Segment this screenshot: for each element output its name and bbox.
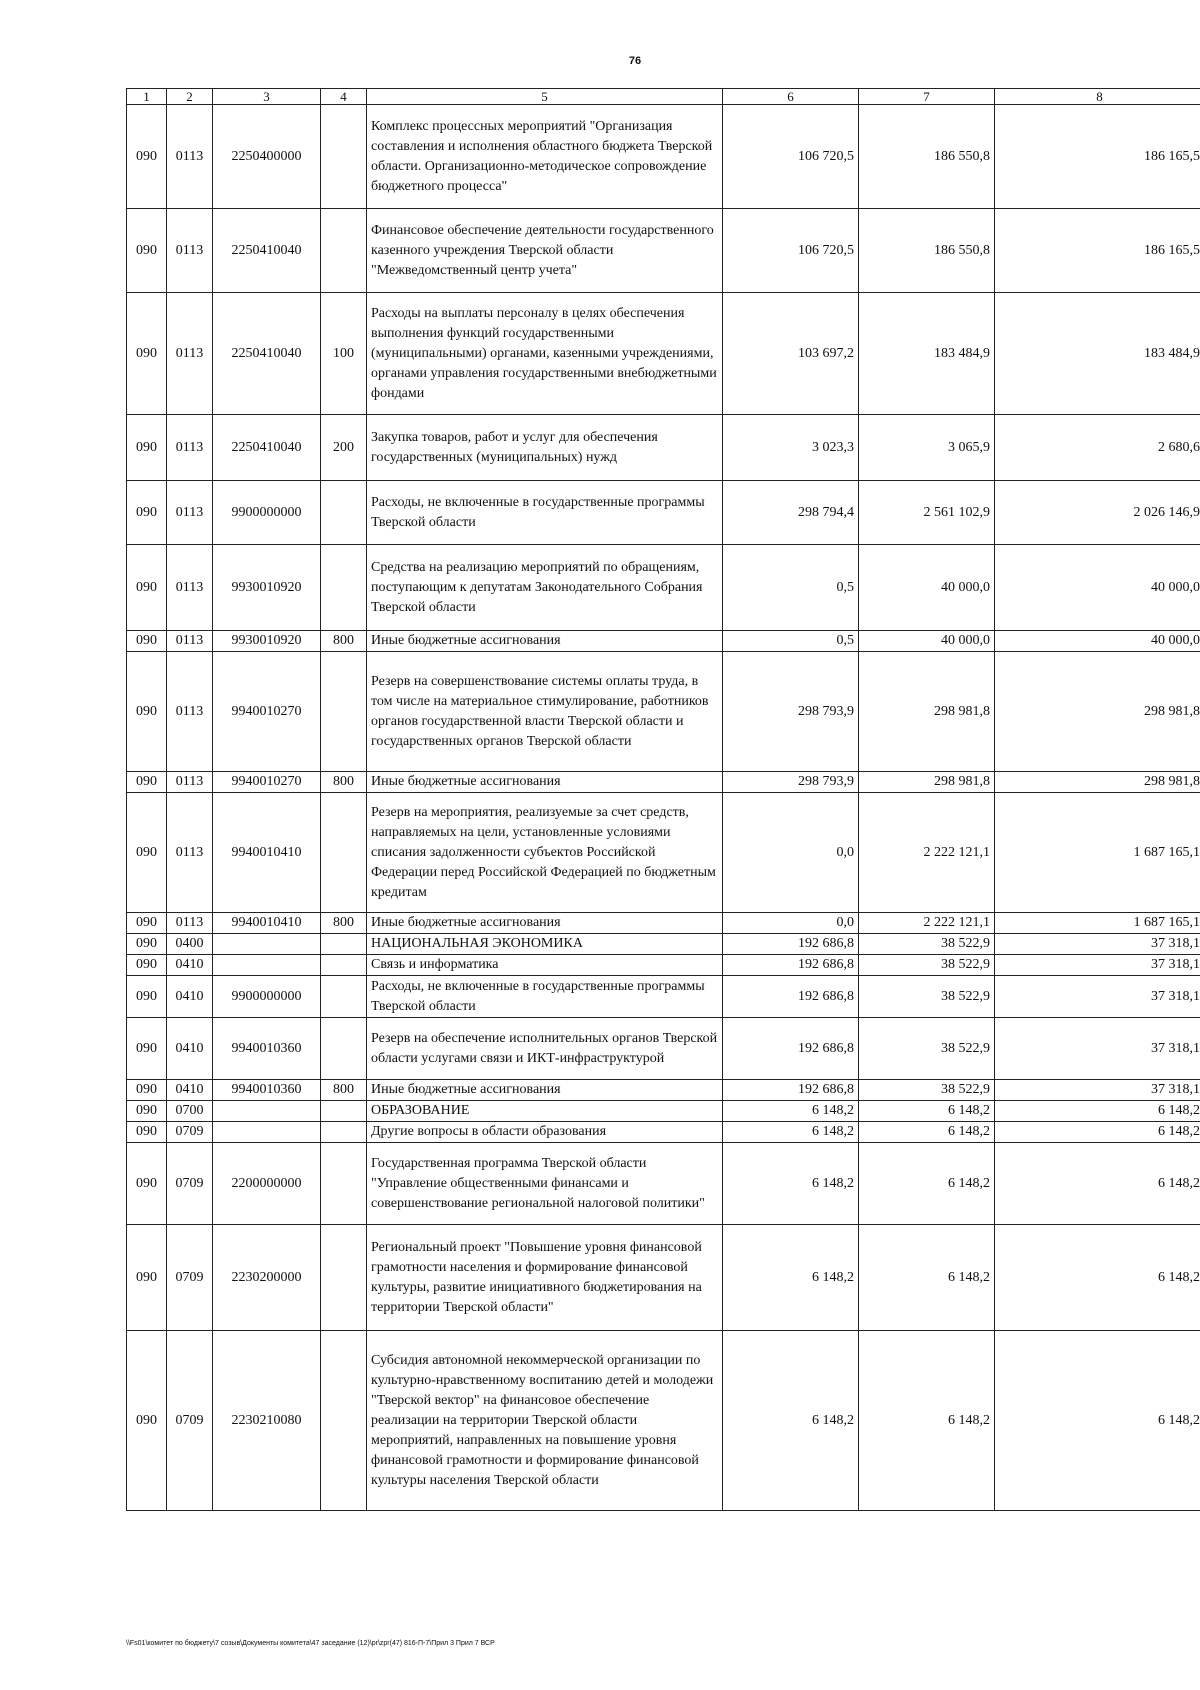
cell-section-code: 0113: [167, 209, 213, 293]
cell-amount-year2: 38 522,9: [859, 976, 995, 1018]
cell-amount-year1: 192 686,8: [723, 1080, 859, 1101]
cell-amount-year1: 0,0: [723, 793, 859, 913]
cell-target-article: 2250410040: [213, 415, 321, 481]
cell-admin-code: 090: [127, 1143, 167, 1225]
cell-section-code: 0709: [167, 1225, 213, 1331]
cell-target-article: 2250410040: [213, 293, 321, 415]
header-cell: 3: [213, 89, 321, 105]
cell-expense-type: [321, 545, 367, 631]
cell-admin-code: 090: [127, 1331, 167, 1511]
cell-section-code: 0113: [167, 293, 213, 415]
cell-amount-year2: 38 522,9: [859, 1018, 995, 1080]
cell-target-article: [213, 934, 321, 955]
cell-section-code: 0113: [167, 652, 213, 772]
cell-amount-year2: 38 522,9: [859, 955, 995, 976]
header-row: [127, 89, 1200, 105]
cell-admin-code: 090: [127, 772, 167, 793]
cell-admin-code: 090: [127, 652, 167, 772]
table-row: [127, 955, 1200, 976]
header-cell: 1: [127, 89, 167, 105]
cell-expense-type: 800: [321, 913, 367, 934]
table-row: [127, 913, 1200, 934]
table-row: [127, 1225, 1200, 1331]
cell-expense-type: [321, 209, 367, 293]
cell-admin-code: 090: [127, 1225, 167, 1331]
cell-description: Другие вопросы в области образования: [367, 1122, 723, 1143]
cell-description: Государственная программа Тверской области "Управление общественными финансами и совершенствование региональной налоговой политики": [367, 1143, 723, 1225]
cell-section-code: 0410: [167, 1018, 213, 1080]
cell-expense-type: 800: [321, 1080, 367, 1101]
cell-amount-year3: 40 000,0: [995, 545, 1200, 631]
cell-section-code: 0113: [167, 913, 213, 934]
cell-description: Комплекс процессных мероприятий "Организация составления и исполнения областного бюджета Тверской области. Организационно-методическое сопровождение бюджетного процесса": [367, 105, 723, 209]
cell-amount-year3: 1 687 165,1: [995, 913, 1200, 934]
cell-description: Расходы на выплаты персоналу в целях обеспечения выполнения функций государственными (муниципальными) органами, казенными учреждениями, органами управления государственными внебюджетными фондами: [367, 293, 723, 415]
cell-amount-year3: 186 165,5: [995, 209, 1200, 293]
cell-admin-code: 090: [127, 793, 167, 913]
cell-admin-code: 090: [127, 913, 167, 934]
table-row: [127, 415, 1200, 481]
cell-target-article: 9940010270: [213, 772, 321, 793]
cell-target-article: 2200000000: [213, 1143, 321, 1225]
cell-expense-type: [321, 934, 367, 955]
table-row: [127, 1143, 1200, 1225]
cell-description: ОБРАЗОВАНИЕ: [367, 1101, 723, 1122]
table-row: [127, 105, 1200, 209]
cell-section-code: 0113: [167, 415, 213, 481]
header-cell: 2: [167, 89, 213, 105]
cell-expense-type: [321, 955, 367, 976]
cell-amount-year1: 0,5: [723, 545, 859, 631]
cell-target-article: 9900000000: [213, 481, 321, 545]
cell-description: Связь и информатика: [367, 955, 723, 976]
cell-amount-year3: 6 148,2: [995, 1122, 1200, 1143]
cell-amount-year2: 6 148,2: [859, 1122, 995, 1143]
cell-expense-type: [321, 652, 367, 772]
cell-target-article: 9940010360: [213, 1080, 321, 1101]
cell-expense-type: 200: [321, 415, 367, 481]
cell-amount-year2: 38 522,9: [859, 934, 995, 955]
cell-amount-year2: 40 000,0: [859, 545, 995, 631]
file-path-footer: \\Fs01\комитет по бюджету\7 созыв\Документы комитета\47 заседание (12)\pr\zpr(47) 816-П-7\Прил 3 Прил 7 ВСР: [126, 1640, 495, 1647]
cell-amount-year2: 186 550,8: [859, 209, 995, 293]
cell-section-code: 0113: [167, 481, 213, 545]
header-cell: 8: [995, 89, 1200, 105]
cell-amount-year2: 3 065,9: [859, 415, 995, 481]
cell-amount-year3: 6 148,2: [995, 1101, 1200, 1122]
cell-amount-year2: 6 148,2: [859, 1143, 995, 1225]
cell-expense-type: 800: [321, 772, 367, 793]
cell-expense-type: [321, 1101, 367, 1122]
cell-target-article: [213, 955, 321, 976]
table-row: [127, 1080, 1200, 1101]
cell-amount-year3: 183 484,9: [995, 293, 1200, 415]
cell-amount-year3: 37 318,1: [995, 1018, 1200, 1080]
table-row: [127, 793, 1200, 913]
budget-table: [126, 88, 1200, 1511]
cell-section-code: 0113: [167, 772, 213, 793]
table-row: [127, 1101, 1200, 1122]
cell-description: Иные бюджетные ассигнования: [367, 631, 723, 652]
cell-amount-year1: 192 686,8: [723, 934, 859, 955]
cell-section-code: 0113: [167, 105, 213, 209]
cell-expense-type: 800: [321, 631, 367, 652]
cell-amount-year3: 6 148,2: [995, 1331, 1200, 1511]
cell-amount-year1: 298 793,9: [723, 772, 859, 793]
cell-amount-year2: 2 222 121,1: [859, 793, 995, 913]
cell-expense-type: [321, 1122, 367, 1143]
cell-description: Финансовое обеспечение деятельности государственного казенного учреждения Тверской области "Межведомственный центр учета": [367, 209, 723, 293]
cell-amount-year2: 6 148,2: [859, 1331, 995, 1511]
cell-description: Средства на реализацию мероприятий по обращениям, поступающим к депутатам Законодательного Собрания Тверской области: [367, 545, 723, 631]
cell-description: Иные бюджетные ассигнования: [367, 1080, 723, 1101]
cell-admin-code: 090: [127, 1018, 167, 1080]
cell-amount-year2: 2 561 102,9: [859, 481, 995, 545]
header-cell: 5: [367, 89, 723, 105]
cell-description: Иные бюджетные ассигнования: [367, 913, 723, 934]
table-row: [127, 772, 1200, 793]
cell-admin-code: 090: [127, 1101, 167, 1122]
cell-amount-year1: 106 720,5: [723, 209, 859, 293]
cell-description: Резерв на совершенствование системы оплаты труда, в том числе на материальное стимулирование, работников органов государственной власти Тверской области и государственных органов Тверской области: [367, 652, 723, 772]
cell-expense-type: [321, 1143, 367, 1225]
cell-description: Региональный проект "Повышение уровня финансовой грамотности населения и формирование финансовой культуры, развитие инициативного бюджетирования на территории Тверской области": [367, 1225, 723, 1331]
cell-amount-year2: 40 000,0: [859, 631, 995, 652]
cell-amount-year3: 37 318,1: [995, 934, 1200, 955]
cell-amount-year1: 6 148,2: [723, 1101, 859, 1122]
cell-expense-type: [321, 976, 367, 1018]
cell-amount-year3: 37 318,1: [995, 976, 1200, 1018]
cell-amount-year1: 106 720,5: [723, 105, 859, 209]
cell-admin-code: 090: [127, 1122, 167, 1143]
cell-amount-year1: 192 686,8: [723, 1018, 859, 1080]
cell-amount-year3: 2 026 146,9: [995, 481, 1200, 545]
cell-target-article: 2230210080: [213, 1331, 321, 1511]
cell-admin-code: 090: [127, 1080, 167, 1101]
cell-expense-type: [321, 481, 367, 545]
cell-admin-code: 090: [127, 415, 167, 481]
cell-admin-code: 090: [127, 105, 167, 209]
table-row: [127, 1331, 1200, 1511]
cell-amount-year3: 6 148,2: [995, 1225, 1200, 1331]
cell-target-article: 9940010410: [213, 793, 321, 913]
cell-amount-year2: 6 148,2: [859, 1101, 995, 1122]
header-cell: 7: [859, 89, 995, 105]
cell-amount-year1: 192 686,8: [723, 955, 859, 976]
cell-admin-code: 090: [127, 976, 167, 1018]
cell-target-article: 2250410040: [213, 209, 321, 293]
header-cell: 6: [723, 89, 859, 105]
cell-admin-code: 090: [127, 209, 167, 293]
table-row: [127, 934, 1200, 955]
cell-expense-type: [321, 1018, 367, 1080]
cell-amount-year3: 298 981,8: [995, 652, 1200, 772]
cell-admin-code: 090: [127, 934, 167, 955]
cell-admin-code: 090: [127, 481, 167, 545]
cell-admin-code: 090: [127, 293, 167, 415]
cell-target-article: 2250400000: [213, 105, 321, 209]
cell-amount-year1: 103 697,2: [723, 293, 859, 415]
cell-expense-type: [321, 1225, 367, 1331]
cell-description: Закупка товаров, работ и услуг для обеспечения государственных (муниципальных) нужд: [367, 415, 723, 481]
cell-section-code: 0709: [167, 1122, 213, 1143]
cell-section-code: 0113: [167, 545, 213, 631]
cell-section-code: 0410: [167, 955, 213, 976]
cell-amount-year1: 6 148,2: [723, 1143, 859, 1225]
cell-amount-year2: 298 981,8: [859, 652, 995, 772]
cell-target-article: [213, 1101, 321, 1122]
cell-target-article: 9930010920: [213, 631, 321, 652]
cell-amount-year3: 37 318,1: [995, 955, 1200, 976]
cell-amount-year1: 6 148,2: [723, 1331, 859, 1511]
cell-section-code: 0113: [167, 793, 213, 913]
header-cell: 4: [321, 89, 367, 105]
cell-amount-year3: 186 165,5: [995, 105, 1200, 209]
cell-expense-type: [321, 793, 367, 913]
cell-target-article: 2230200000: [213, 1225, 321, 1331]
cell-amount-year1: 3 023,3: [723, 415, 859, 481]
cell-section-code: 0709: [167, 1143, 213, 1225]
cell-amount-year2: 298 981,8: [859, 772, 995, 793]
table-row: [127, 481, 1200, 545]
cell-description: Иные бюджетные ассигнования: [367, 772, 723, 793]
cell-section-code: 0410: [167, 1080, 213, 1101]
cell-section-code: 0410: [167, 976, 213, 1018]
cell-amount-year3: 1 687 165,1: [995, 793, 1200, 913]
cell-target-article: [213, 1122, 321, 1143]
cell-expense-type: [321, 105, 367, 209]
cell-amount-year3: 2 680,6: [995, 415, 1200, 481]
table-row: [127, 545, 1200, 631]
cell-amount-year1: 192 686,8: [723, 976, 859, 1018]
cell-description: НАЦИОНАЛЬНАЯ ЭКОНОМИКА: [367, 934, 723, 955]
cell-amount-year1: 0,0: [723, 913, 859, 934]
cell-expense-type: [321, 1331, 367, 1511]
cell-target-article: 9940010270: [213, 652, 321, 772]
cell-amount-year3: 298 981,8: [995, 772, 1200, 793]
cell-amount-year1: 298 793,9: [723, 652, 859, 772]
cell-amount-year1: 6 148,2: [723, 1225, 859, 1331]
cell-target-article: 9930010920: [213, 545, 321, 631]
cell-amount-year2: 2 222 121,1: [859, 913, 995, 934]
cell-admin-code: 090: [127, 631, 167, 652]
table-row: [127, 1018, 1200, 1080]
cell-description: Резерв на мероприятия, реализуемые за счет средств, направляемых на цели, установленные условиями списания задолженности субъектов Российской Федерации перед Российской Федерацией по бюджетным кредитам: [367, 793, 723, 913]
cell-description: Субсидия автономной некоммерческой организации по культурно-нравственному воспитанию детей и молодежи "Тверской вектор" на финансовое обеспечение реализации на территории Тверской области мероприятий, направленных на повышение уровня финансовой грамотности и формирование финансовой культуры населения Тверской области: [367, 1331, 723, 1511]
table-row: [127, 1122, 1200, 1143]
cell-admin-code: 090: [127, 955, 167, 976]
cell-target-article: 9940010360: [213, 1018, 321, 1080]
cell-amount-year1: 0,5: [723, 631, 859, 652]
table-row: [127, 209, 1200, 293]
cell-section-code: 0113: [167, 631, 213, 652]
table-row: [127, 293, 1200, 415]
cell-section-code: 0700: [167, 1101, 213, 1122]
table-row: [127, 652, 1200, 772]
table-row: [127, 976, 1200, 1018]
cell-description: Резерв на обеспечение исполнительных органов Тверской области услугами связи и ИКТ-инфраструктурой: [367, 1018, 723, 1080]
cell-amount-year3: 40 000,0: [995, 631, 1200, 652]
cell-section-code: 0709: [167, 1331, 213, 1511]
cell-amount-year1: 6 148,2: [723, 1122, 859, 1143]
cell-amount-year2: 38 522,9: [859, 1080, 995, 1101]
cell-target-article: 9900000000: [213, 976, 321, 1018]
cell-target-article: 9940010410: [213, 913, 321, 934]
cell-description: Расходы, не включенные в государственные программы Тверской области: [367, 481, 723, 545]
cell-amount-year1: 298 794,4: [723, 481, 859, 545]
cell-amount-year2: 186 550,8: [859, 105, 995, 209]
cell-amount-year2: 183 484,9: [859, 293, 995, 415]
table-row: [127, 631, 1200, 652]
cell-admin-code: 090: [127, 545, 167, 631]
cell-expense-type: 100: [321, 293, 367, 415]
page-number: 76: [628, 55, 642, 67]
cell-section-code: 0400: [167, 934, 213, 955]
cell-description: Расходы, не включенные в государственные программы Тверской области: [367, 976, 723, 1018]
cell-amount-year3: 6 148,2: [995, 1143, 1200, 1225]
cell-amount-year2: 6 148,2: [859, 1225, 995, 1331]
cell-amount-year3: 37 318,1: [995, 1080, 1200, 1101]
